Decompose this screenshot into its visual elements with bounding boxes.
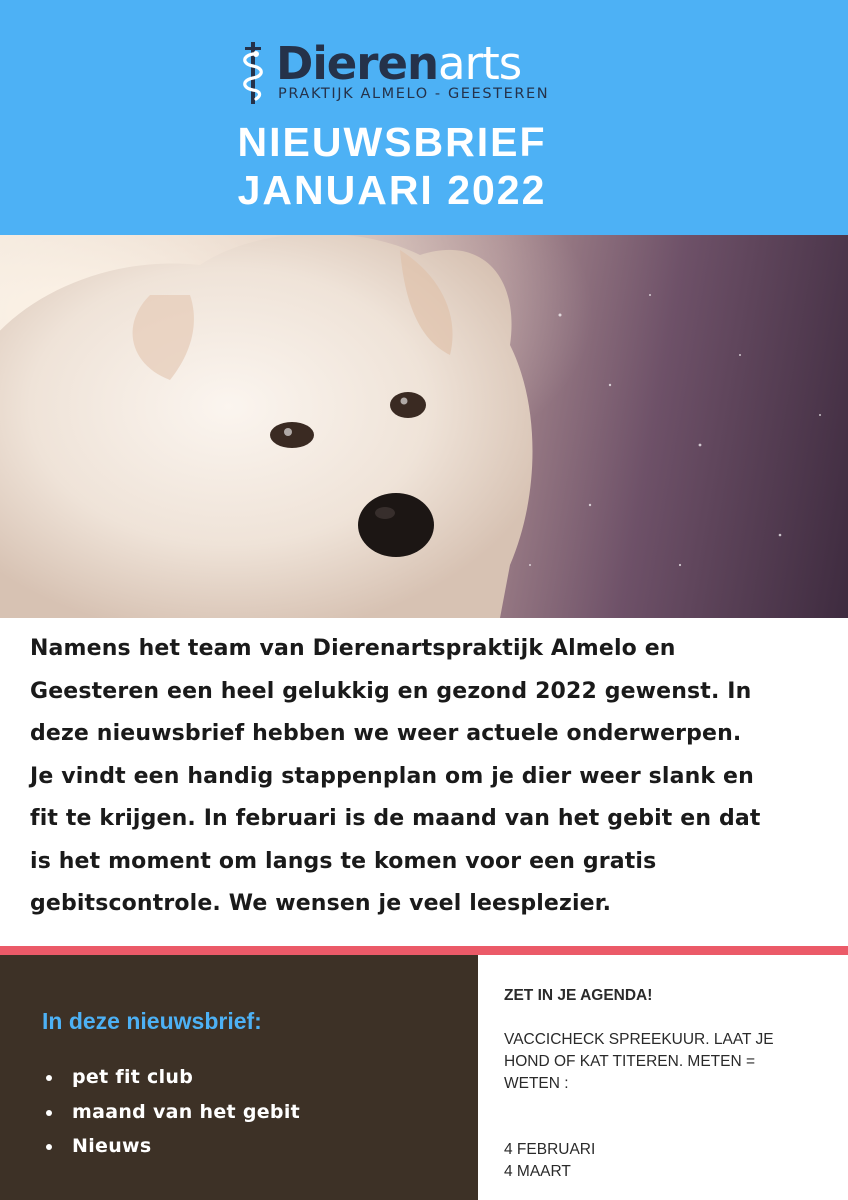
- newsletter-date: JANUARI 2022: [237, 167, 547, 213]
- contents-list: [44, 1060, 300, 1164]
- agenda-description-line: WETEN :: [504, 1075, 569, 1092]
- intro-line: Namens het team van Dierenartspraktijk Almelo en: [30, 636, 676, 661]
- puppy-photo: [0, 235, 848, 618]
- intro-line: is het moment om langs te komen voor een gratis: [30, 848, 657, 874]
- agenda-panel: [504, 985, 824, 1183]
- intro-line: gebitscontrole. We wensen je veel leesplezier.: [30, 891, 612, 916]
- agenda-description-line: HOND OF KAT TITEREN. METEN =: [504, 1053, 756, 1070]
- agenda-spacer: [504, 1095, 824, 1117]
- list-item[interactable]: maand van het gebit: [44, 1095, 300, 1130]
- agenda-date: 4 FEBRUARI: [504, 1141, 596, 1158]
- brand-logo: [236, 37, 550, 106]
- intro-text: [30, 628, 830, 926]
- brand-subtitle: PRAKTIJK ALMELO - GEESTEREN: [278, 86, 550, 102]
- intro-line: deze nieuwsbrief hebben we weer actuele onderwerpen.: [30, 721, 742, 746]
- list-item[interactable]: pet fit club: [44, 1060, 300, 1095]
- agenda-description-line: VACCICHECK SPREEKUUR. LAAT JE: [504, 1031, 774, 1048]
- intro-line: fit te krijgen. In februari is de maand van het gebit en dat: [30, 806, 761, 831]
- puppy-illustration: [0, 235, 848, 618]
- agenda-date: 4 MAART: [504, 1163, 571, 1180]
- header-banner: [0, 0, 848, 235]
- caduceus-icon: [236, 42, 270, 104]
- contents-title: In deze nieuwsbrief:: [42, 1008, 262, 1034]
- agenda-title: ZET IN JE AGENDA!: [504, 987, 653, 1004]
- list-item[interactable]: Nieuws: [44, 1129, 300, 1164]
- section-divider: [0, 946, 848, 955]
- intro-line: Geesteren een heel gelukkig en gezond 2022 gewenst. In: [30, 678, 752, 704]
- brand-name: [276, 36, 521, 92]
- brand-name-part1: Dieren: [276, 37, 439, 90]
- newsletter-title: NIEUWSBRIEF: [237, 119, 547, 165]
- intro-line: Je vindt een handig stappenplan om je dier weer slank en: [30, 763, 754, 789]
- agenda-spacer: [504, 1117, 824, 1139]
- brand-name-part2: arts: [438, 37, 522, 90]
